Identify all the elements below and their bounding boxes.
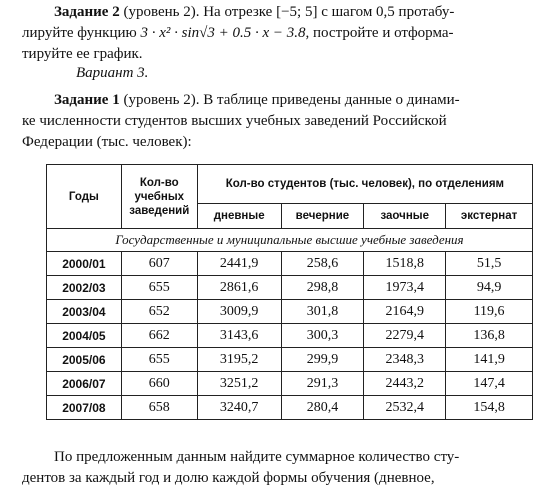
task1-paragraph [22,90,532,153]
external-cell: 136,8 [446,324,533,348]
correspondence-cell: 1518,8 [364,252,446,276]
institutions-cell: 607 [121,252,197,276]
year-cell: 2000/01 [47,252,122,276]
task1-text-line1: В таблице приведены данные о динами- [203,92,460,108]
correspondence-cell: 2279,4 [364,324,446,348]
footer-line1: По предложенным данным найдите суммарное количество сту- [54,449,460,465]
evening-cell: 300,3 [281,324,364,348]
institutions-cell: 660 [121,372,197,396]
table-row [47,396,533,420]
day-cell: 3195,2 [197,348,281,372]
correspondence-cell: 2164,9 [364,300,446,324]
correspondence-cell: 2443,2 [364,372,446,396]
evening-cell: 280,4 [281,396,364,420]
institutions-cell: 652 [121,300,197,324]
institutions-cell: 655 [121,276,197,300]
task2-level: (уровень 2). [123,4,200,20]
task2-paragraph [22,2,532,65]
header-institutions: Кол-во учебных заведений [121,165,197,229]
external-cell: 51,5 [446,252,533,276]
year-cell: 2006/07 [47,372,122,396]
external-cell: 147,4 [446,372,533,396]
header-external: экстернат [446,204,533,229]
header-evening: вечерние [281,204,364,229]
evening-cell: 299,9 [281,348,364,372]
evening-cell: 291,3 [281,372,364,396]
table-row [47,252,533,276]
correspondence-cell: 2348,3 [364,348,446,372]
day-cell: 3251,2 [197,372,281,396]
year-cell: 2003/04 [47,300,122,324]
year-cell: 2004/05 [47,324,122,348]
day-cell: 2441,9 [197,252,281,276]
task2-line3: тируйте ее график. [22,46,143,62]
table-row [47,276,533,300]
table-row [47,324,533,348]
variant-heading: Вариант 3. [76,65,149,81]
task2-text-before: На отрезке [−5; 5] с шагом 0,5 протабу- [203,4,455,20]
header-students-group: Кол-во студентов (тыс. человек), по отделениям [197,165,532,204]
year-cell: 2005/06 [47,348,122,372]
external-cell: 94,9 [446,276,533,300]
table-row [47,300,533,324]
task1-title: Задание 1 [54,92,120,108]
external-cell: 141,9 [446,348,533,372]
task2-line2-start: лируйте функцию [22,25,137,41]
institutions-cell: 655 [121,348,197,372]
year-cell: 2002/03 [47,276,122,300]
footer-line2: дентов за каждый год и долю каждой формы обучения (дневное, [22,470,435,486]
day-cell: 3009,9 [197,300,281,324]
day-cell: 3240,7 [197,396,281,420]
task1-level: (уровень 2). [123,92,200,108]
header-year: Годы [47,165,122,229]
task1-text-line3: Федерации (тыс. человек): [22,134,192,150]
correspondence-cell: 1973,4 [364,276,446,300]
header-day: дневные [197,204,281,229]
header-correspondence: заочные [364,204,446,229]
institutions-cell: 658 [121,396,197,420]
external-cell: 154,8 [446,396,533,420]
footer-paragraph [22,447,532,489]
external-cell: 119,6 [446,300,533,324]
year-cell: 2007/08 [47,396,122,420]
table-row [47,372,533,396]
evening-cell: 298,8 [281,276,364,300]
evening-cell: 301,8 [281,300,364,324]
task1-text-line2: ке численности студентов высших учебных заведений Российской [22,113,447,129]
correspondence-cell: 2532,4 [364,396,446,420]
task2-line2-end: , постройте и отформа- [305,25,454,41]
task2-title: Задание 2 [54,4,120,20]
institutions-cell: 662 [121,324,197,348]
day-cell: 3143,6 [197,324,281,348]
task2-formula: 3 · x² · sin√3 + 0.5 · x − 3.8 [140,25,306,41]
table-section-label: Государственные и муниципальные высшие учебные заведения [47,229,533,252]
evening-cell: 258,6 [281,252,364,276]
day-cell: 2861,6 [197,276,281,300]
table-row [47,348,533,372]
students-table [46,164,533,420]
